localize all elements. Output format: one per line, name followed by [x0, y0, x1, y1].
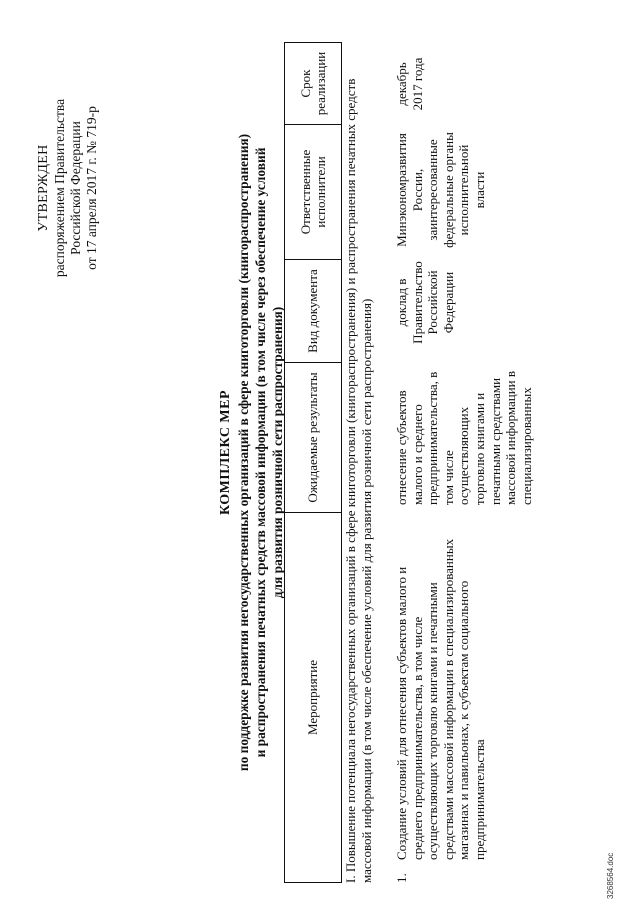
header-deadline: Срок реализации	[285, 43, 342, 125]
document-title: КОМПЛЕКС МЕР	[218, 389, 233, 516]
row-deadline: декабрь 2017 года	[394, 57, 425, 111]
row-executors: Минэкономразвития России, заинтересованные федеральные органы исполнительной власти	[394, 132, 487, 248]
header-results: Ожидаемые результаты	[285, 363, 342, 513]
row-measure: Создание условий для отнесения субъектов малого и среднего предпринимательства, в том числе осуществляющих торговлю книгами и печатными средствами массовой информации в специализированных магазинах и павильонах, к субъектам социального предпринимательства	[394, 538, 487, 860]
section-title: I. Повышение потенциала негосударственных организаций в сфере книготорговли (книгораспространения) и распространения печатных средств массовой информации (в том числе обеспечение условий для развития розничной сети распространения)	[343, 78, 374, 883]
approval-line-2: Российской Федерации	[68, 121, 83, 255]
row-result: отнесение субъектов малого и среднего предпринимательства, в том числе осуществляющих торговлю книгами и печатными средствами массовой информации в специализированных	[394, 370, 534, 505]
row-doc-type: доклад в Правительство Российской Федерации	[394, 261, 456, 344]
approval-line-1: распоряжением Правительства	[52, 98, 67, 278]
header-doc-type: Вид документа	[285, 260, 342, 363]
row-number: 1.	[394, 873, 409, 883]
header-measure: Мероприятие	[285, 513, 342, 883]
measures-table	[284, 42, 342, 883]
subtitle-line-1: по поддержке развития негосударственных организаций в сфере книготорговли (книгораспространения)	[236, 133, 251, 772]
approval-title: УТВЕРЖДЕН	[36, 144, 51, 232]
approval-line-3: от 17 апреля 2017 г. № 719-р	[84, 106, 99, 270]
header-executors: Ответственные исполнители	[285, 125, 342, 260]
subtitle-line-2: и распространения печатных средств массовой информации (в том числе через обеспечение условий	[253, 147, 268, 758]
approval-block	[36, 53, 100, 323]
document-file-id: 3268564.doc	[606, 852, 615, 899]
subtitle-line-3: для развития розничной сети распространения)	[270, 306, 285, 599]
document-subtitle	[235, 90, 286, 815]
table-header-row	[285, 43, 342, 883]
